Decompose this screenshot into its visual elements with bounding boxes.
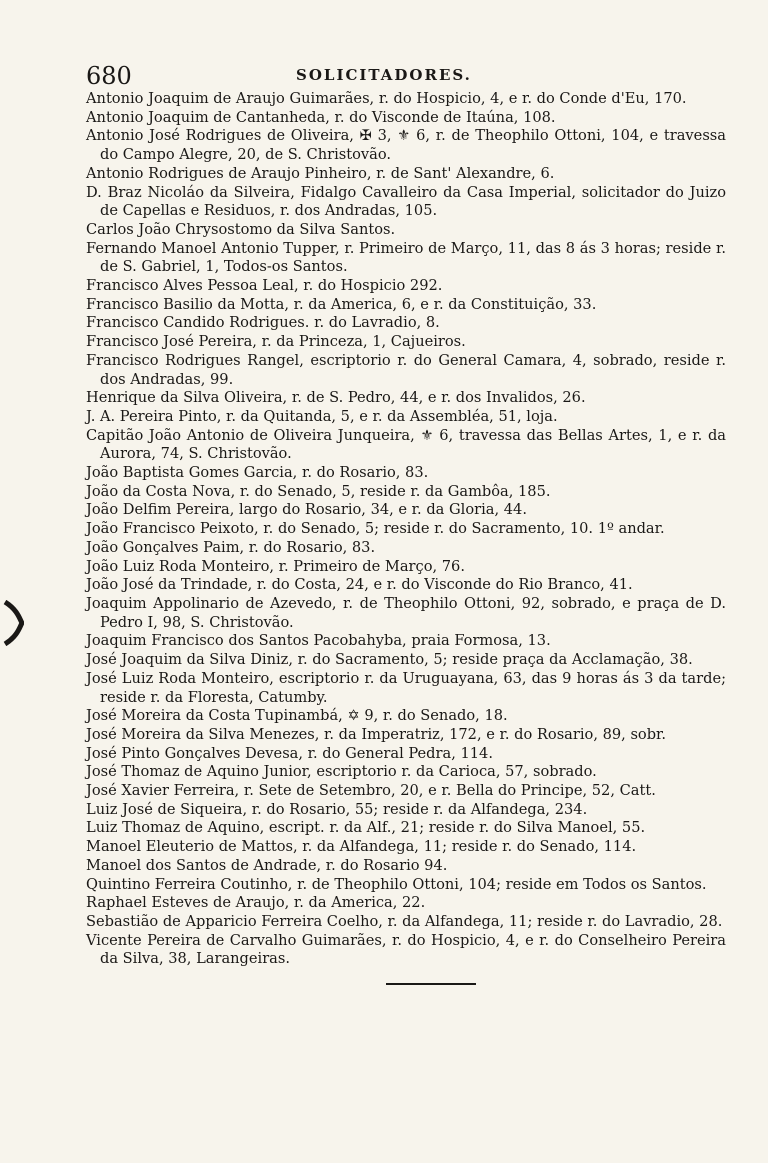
solicitor-entry: José Luiz Roda Monteiro, escriptorio r. da Uruguayana, 63, das 9 horas ás 3 da tarde; reside r. da Floresta, Catumby. (86, 669, 726, 706)
solicitor-list (86, 90, 726, 969)
solicitor-entry: João Delfim Pereira, largo do Rosario, 34, e r. da Gloria, 44. (86, 501, 527, 519)
solicitor-entry: Joaquim Appolinario de Azevedo, r. de Theophilo Ottoni, 92, sobrado, e praça de D. Pedro I, 98, S. Christovão. (86, 594, 726, 631)
running-title: SOLICITADORES. (296, 66, 472, 84)
solicitor-entry: Antonio Joaquim de Araujo Guimarães, r. do Hospicio, 4, e r. do Conde d'Eu, 170. (86, 90, 687, 107)
solicitor-entry: Luiz Thomaz de Aquino, escript. r. da Alf., 21; reside r. do Silva Manoel, 55. (86, 819, 646, 837)
solicitor-entry: J. A. Pereira Pinto, r. da Quitanda, 5, e r. da Assembléa, 51, loja. (86, 407, 558, 425)
solicitor-entry: Henrique da Silva Oliveira, r. de S. Pedro, 44, e r. dos Invalidos, 26. (86, 389, 586, 407)
solicitor-entry: D. Braz Nicoláo da Silveira, Fidalgo Cavalleiro da Casa Imperial, solicitador do Juizo de Capellas e Residuos, r. dos Andradas, 105. (86, 183, 726, 220)
solicitor-entry: José Moreira da Costa Tupinambá, ✡ 9, r. do Senado, 18. (86, 707, 508, 725)
solicitor-entry: José Moreira da Silva Menezes, r. da Imperatriz, 172, e r. do Rosario, 89, sobr. (86, 725, 667, 743)
solicitor-entry: João Luiz Roda Monteiro, r. Primeiro de Março, 76. (86, 557, 465, 575)
solicitor-entry: Manoel Eleuterio de Mattos, r. da Alfandega, 11; reside r. do Senado, 114. (86, 838, 637, 856)
solicitor-entry: Antonio José Rodrigues de Oliveira, ✠ 3, ⚜ 6, r. de Theophilo Ottoni, 104, e travessa do Campo Alegre, 20, de S. Christovão. (86, 127, 726, 164)
solicitor-entry: Capitão João Antonio de Oliveira Junqueira, ⚜ 6, travessa das Bellas Artes, 1, e r. da Aurora, 74, S. Christovão. (86, 426, 726, 463)
solicitor-entry: Carlos João Chrysostomo da Silva Santos. (86, 220, 396, 238)
solicitor-entry: Francisco Alves Pessoa Leal, r. do Hospicio 292. (86, 277, 443, 295)
solicitor-entry: Joaquim Francisco dos Santos Pacobahyba, praia Formosa, 13. (86, 632, 551, 650)
directory-page (86, 62, 726, 985)
solicitor-entry: Luiz José de Siqueira, r. do Rosario, 55; reside r. da Alfandega, 234. (86, 800, 588, 818)
solicitor-entry: Francisco Rodrigues Rangel, escriptorio r. do General Camara, 4, sobrado, reside r. dos Andradas, 99. (86, 351, 726, 388)
solicitor-entry: José Thomaz de Aquino Junior, escriptorio r. da Carioca, 57, sobrado. (86, 763, 597, 781)
page-number: 680 (86, 62, 132, 90)
solicitor-entry: José Xavier Ferreira, r. Sete de Setembro, 20, e r. Bella do Principe, 52, Catt. (86, 782, 656, 800)
solicitor-entry: João Francisco Peixoto, r. do Senado, 5; reside r. do Sacramento, 10. 1º andar. (86, 520, 665, 538)
solicitor-entry: Antonio Joaquim de Cantanheda, r. do Visconde de Itaúna, 108. (86, 108, 556, 126)
page-header (86, 62, 726, 90)
solicitor-entry: João Baptista Gomes Garcia, r. do Rosario, 83. (86, 464, 429, 482)
solicitor-entry: João da Costa Nova, r. do Senado, 5, reside r. da Gambôa, 185. (86, 482, 551, 500)
solicitor-entry: Quintino Ferreira Coutinho, r. de Theophilo Ottoni, 104; reside em Todos os Santos. (86, 875, 707, 893)
solicitor-entry: Francisco José Pereira, r. da Princeza, 1, Cajueiros. (86, 333, 466, 351)
solicitor-entry: João Gonçalves Paim, r. do Rosario, 83. (86, 538, 376, 556)
margin-bracket-mark (2, 600, 24, 646)
solicitor-entry: Vicente Pereira de Carvalho Guimarães, r. do Hospicio, 4, e r. do Conselheiro Pereira da Silva, 38, Larangeiras. (86, 931, 726, 968)
solicitor-entry: José Joaquim da Silva Diniz, r. do Sacramento, 5; reside praça da Acclamação, 38. (86, 651, 693, 669)
solicitor-entry: Antonio Rodrigues de Araujo Pinheiro, r. de Sant' Alexandre, 6. (86, 164, 555, 182)
solicitor-entry: Sebastião de Apparicio Ferreira Coelho, r. da Alfandega, 11; reside r. do Lavradio, 28. (86, 912, 723, 930)
solicitor-entry: Francisco Candido Rodrigues. r. do Lavradio, 8. (86, 314, 440, 332)
solicitor-entry: Manoel dos Santos de Andrade, r. do Rosario 94. (86, 856, 448, 874)
end-rule (386, 983, 476, 985)
solicitor-entry: Francisco Basilio da Motta, r. da America, 6, e r. da Constituição, 33. (86, 295, 597, 313)
solicitor-entry: Fernando Manoel Antonio Tupper, r. Primeiro de Março, 11, das 8 ás 3 horas; reside r. de S. Gabriel, 1, Todos-os Santos. (86, 239, 726, 276)
solicitor-entry: José Pinto Gonçalves Devesa, r. do General Pedra, 114. (86, 744, 493, 762)
solicitor-entry: João José da Trindade, r. do Costa, 24, e r. do Visconde do Rio Branco, 41. (86, 576, 633, 594)
solicitor-entry: Raphael Esteves de Araujo, r. da America, 22. (86, 894, 426, 912)
